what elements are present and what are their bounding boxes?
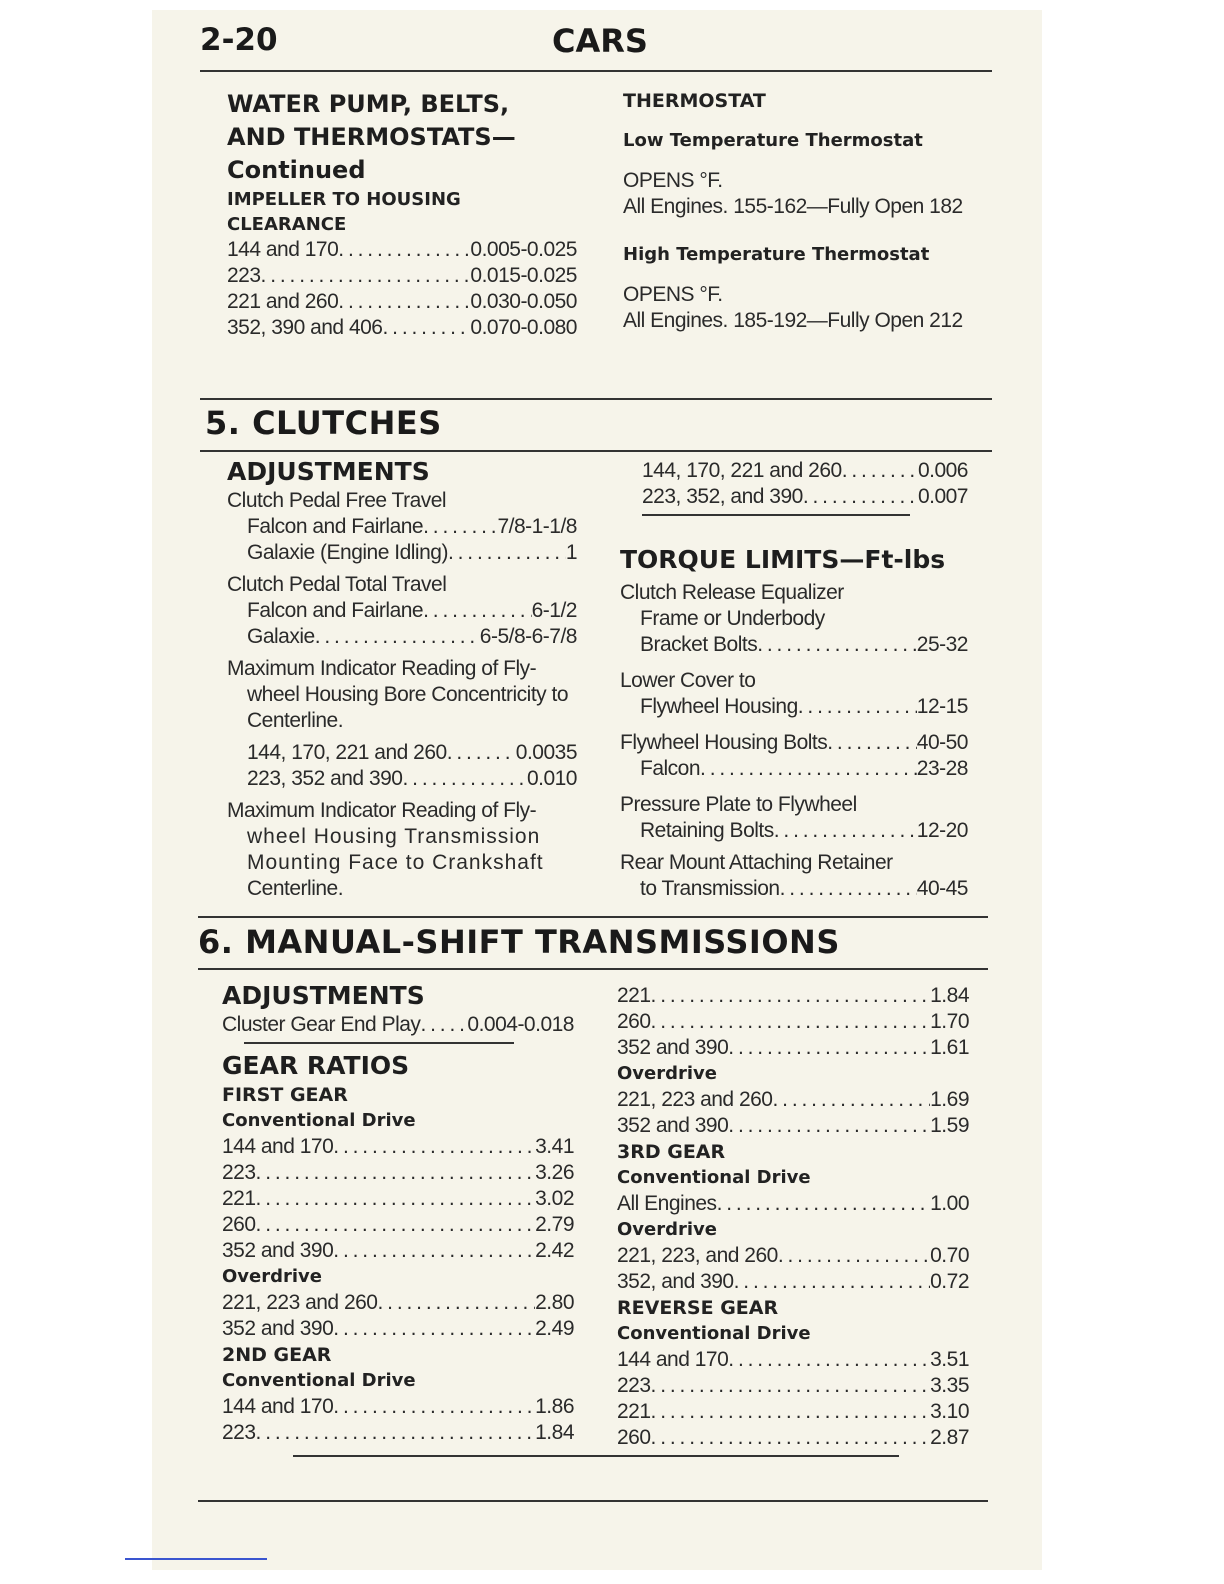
spec-row <box>222 1290 574 1316</box>
spec-label: 221 <box>617 1400 651 1423</box>
first-conventional-list <box>222 1134 574 1264</box>
max-reading-2-line3: Mounting Face to Crankshaft <box>247 851 544 874</box>
clutch-adjustments-heading: ADJUSTMENTS <box>227 457 430 486</box>
manual-adjustments-heading: ADJUSTMENTS <box>222 981 425 1010</box>
dot-leader <box>338 237 470 263</box>
water-heading-line1: WATER PUMP, BELTS, <box>227 90 510 118</box>
dot-leader <box>447 740 516 766</box>
spec-value: 6-5/8-6-7/8 <box>479 625 577 648</box>
spec-row <box>247 598 577 624</box>
spec-label: 352, and 390 <box>617 1270 734 1293</box>
manual-left-block <box>222 980 574 1446</box>
spec-label: 352 and 390 <box>222 1317 334 1340</box>
spec-label: 352 and 390 <box>222 1239 334 1262</box>
max-reading-2-line4: Centerline. <box>247 877 344 900</box>
spec-label: 223 <box>617 1374 651 1397</box>
spec-row <box>247 766 577 792</box>
dot-leader <box>717 1191 931 1217</box>
second-overdrive-list <box>617 1087 969 1139</box>
header-rule <box>200 70 992 72</box>
torque-limits-heading: TORQUE LIMITS—Ft-lbs <box>620 545 946 574</box>
spec-label: Falcon and Fairlane <box>247 515 424 538</box>
spec-row <box>247 740 577 766</box>
dot-leader <box>256 1420 536 1446</box>
spec-label: 223 <box>222 1421 256 1444</box>
dot-leader <box>261 263 471 289</box>
spec-value: 1 <box>565 541 577 564</box>
torque-2-row: Flywheel Housing . . . 12-15 <box>620 694 968 720</box>
torque-2-line1: Lower Cover to <box>620 669 756 692</box>
spec-label: 223, 352, and 390 <box>642 485 803 508</box>
spec-row <box>222 1134 574 1160</box>
spec-value: 0.70 <box>930 1244 969 1267</box>
dot-leader <box>651 1425 931 1451</box>
water-pump-block <box>227 88 577 341</box>
dot-leader <box>651 983 931 1009</box>
torque-4-line1: Pressure Plate to Flywheel <box>620 793 857 816</box>
dot-leader <box>315 624 480 650</box>
low-temp-opens: OPENS °F. <box>623 169 723 192</box>
section-heading-manual: 6. MANUAL-SHIFT TRANSMISSIONS <box>198 923 840 961</box>
spec-value: 0.005-0.025 <box>470 238 577 261</box>
spec-value: 1.59 <box>930 1114 969 1137</box>
spec-value: 3.26 <box>535 1161 574 1184</box>
spec-value: 3.41 <box>535 1135 574 1158</box>
section-rule-bottom-clutches <box>200 450 992 452</box>
spec-label: 221 <box>617 984 651 1007</box>
spec-value: 0.0035 <box>515 741 577 764</box>
dot-leader <box>842 458 918 484</box>
dot-leader <box>256 1160 536 1186</box>
spec-row <box>222 1186 574 1212</box>
third-overdrive-heading: Overdrive <box>617 1219 717 1240</box>
free-travel-list <box>227 514 577 566</box>
spec-value: 1.00 <box>930 1192 969 1215</box>
scan-edge-line <box>125 1558 267 1560</box>
dot-leader <box>773 1087 931 1113</box>
section-heading-clutches: 5. CLUTCHES <box>205 404 442 442</box>
high-temp-heading: High Temperature Thermostat <box>623 244 930 265</box>
page-number: 2-20 <box>200 22 278 58</box>
spec-row <box>227 289 577 315</box>
dot-leader <box>256 1186 536 1212</box>
spec-label: Galaxie <box>247 625 315 648</box>
spec-value: 1.70 <box>930 1010 969 1033</box>
max-reading-2-list <box>620 458 968 510</box>
dot-leader <box>378 1290 536 1316</box>
spec-label: 223, 352 and 390 <box>247 767 403 790</box>
dot-leader <box>448 540 566 566</box>
spec-label: 260 <box>222 1213 256 1236</box>
spec-row <box>617 1399 969 1425</box>
spec-label: 260 <box>617 1426 651 1449</box>
spec-value: 0.72 <box>930 1270 969 1293</box>
torque-3-row: Flywheel Housing Bolts . . . 40-50 <box>620 730 968 756</box>
spec-row <box>617 1113 969 1139</box>
torque-1-line2: Frame or Underbody <box>640 607 825 630</box>
torque-1-row: Bracket Bolts . . . 25-32 <box>620 632 968 658</box>
spec-label: 223 <box>227 264 261 287</box>
spec-label: All Engines <box>617 1192 717 1215</box>
spec-value: 1.84 <box>930 984 969 1007</box>
spec-label: 144 and 170 <box>222 1395 334 1418</box>
first-gear-heading: FIRST GEAR <box>222 1084 348 1106</box>
spec-value: 3.10 <box>930 1400 969 1423</box>
spec-row <box>617 1243 969 1269</box>
spec-label: 144 and 170 <box>222 1135 334 1158</box>
dot-leader <box>778 1243 930 1269</box>
spec-row <box>247 624 577 650</box>
dot-leader <box>728 1347 930 1373</box>
spec-row <box>642 458 968 484</box>
spec-label: 144 and 170 <box>227 238 339 261</box>
spec-row <box>222 1316 574 1342</box>
second-conventional-list-right <box>617 983 969 1061</box>
impeller-heading-line2: CLEARANCE <box>227 214 347 235</box>
section-rule-bottom-manual <box>198 968 988 970</box>
impeller-clearance-list <box>227 237 577 341</box>
max-reading-1-line3: Centerline. <box>247 709 344 732</box>
spec-value: 0.070-0.080 <box>470 316 577 339</box>
total-travel-label: Clutch Pedal Total Travel <box>227 573 447 596</box>
dot-leader <box>803 484 918 510</box>
spec-label: 144 and 170 <box>617 1348 729 1371</box>
reverse-gear-heading: REVERSE GEAR <box>617 1297 779 1319</box>
spec-value: 2.79 <box>535 1213 574 1236</box>
spec-row <box>222 1212 574 1238</box>
water-heading-line2: AND THERMOSTATS— <box>227 123 516 151</box>
section-rule-top-manual <box>198 916 988 918</box>
spec-row <box>222 1238 574 1264</box>
spec-row <box>227 263 577 289</box>
dot-leader <box>423 514 497 540</box>
second-conventional-heading: Conventional Drive <box>222 1370 416 1391</box>
section-rule-top-clutches <box>200 398 992 400</box>
spec-value: 0.030-0.050 <box>470 290 577 313</box>
spec-row <box>642 484 968 510</box>
spec-value: 2.80 <box>535 1291 574 1314</box>
clutch-right-block <box>620 458 968 902</box>
third-overdrive-list <box>617 1243 969 1295</box>
cluster-gear-row: Cluster Gear End Play . . . 0.004-0.018 <box>222 1012 574 1038</box>
spec-value: 1.61 <box>930 1036 969 1059</box>
impeller-heading-line1: IMPELLER TO HOUSING <box>227 189 461 210</box>
spec-row <box>227 315 577 341</box>
spec-label: 223 <box>222 1161 256 1184</box>
first-overdrive-list <box>222 1290 574 1342</box>
spec-row <box>617 983 969 1009</box>
dot-leader <box>651 1009 931 1035</box>
spec-label: 221, 223 and 260 <box>617 1088 773 1111</box>
torque-4-row: Retaining Bolts . . . 12-20 <box>620 818 968 844</box>
spec-label: 221 and 260 <box>227 290 339 313</box>
water-heading-line3: Continued <box>227 156 366 184</box>
spec-label: 221, 223 and 260 <box>222 1291 378 1314</box>
reverse-conventional-heading: Conventional Drive <box>617 1323 811 1344</box>
dot-leader <box>403 766 527 792</box>
spec-value: 0.007 <box>917 485 968 508</box>
free-travel-label: Clutch Pedal Free Travel <box>227 489 447 512</box>
spec-row <box>222 1420 574 1446</box>
dot-leader <box>728 1035 930 1061</box>
end-rule-short <box>293 1455 899 1457</box>
dot-leader <box>651 1399 931 1425</box>
total-travel-list <box>227 598 577 650</box>
dot-leader <box>333 1134 535 1160</box>
spec-label: 144, 170, 221 and 260 <box>642 459 842 482</box>
spec-value: 2.42 <box>535 1239 574 1262</box>
spec-value: 2.87 <box>930 1426 969 1449</box>
high-temp-all-engines: All Engines. 185-192—Fully Open 212 <box>623 309 963 332</box>
dot-leader <box>651 1373 931 1399</box>
max-reading-1-list <box>227 740 577 792</box>
third-conventional-list <box>617 1191 969 1217</box>
spec-value: 0.010 <box>526 767 577 790</box>
first-overdrive-heading: Overdrive <box>222 1266 322 1287</box>
spec-value: 3.51 <box>930 1348 969 1371</box>
spec-value: 2.49 <box>535 1317 574 1340</box>
dot-leader <box>333 1394 535 1420</box>
max-reading-2-line1: Maximum Indicator Reading of Fly- <box>227 799 537 822</box>
first-conventional-heading: Conventional Drive <box>222 1110 416 1131</box>
second-gear-heading: 2ND GEAR <box>222 1344 332 1366</box>
spec-value: 6-1/2 <box>531 599 577 622</box>
max-reading-2-line2: wheel Housing Transmission <box>247 825 541 848</box>
spec-row <box>247 540 577 566</box>
spec-label: Falcon and Fairlane <box>247 599 424 622</box>
spec-row <box>222 1394 574 1420</box>
second-conventional-list-left <box>222 1394 574 1446</box>
spec-label: Galaxie (Engine Idling) <box>247 541 448 564</box>
spec-value: 1.86 <box>535 1395 574 1418</box>
third-conventional-heading: Conventional Drive <box>617 1167 811 1188</box>
low-temp-heading: Low Temperature Thermostat <box>623 130 923 151</box>
dot-leader <box>383 315 471 341</box>
spec-row <box>617 1269 969 1295</box>
dot-leader <box>333 1238 535 1264</box>
torque-5-row: to Transmission . . . 40-45 <box>620 876 968 902</box>
spec-label: 352, 390 and 406 <box>227 316 383 339</box>
low-temp-all-engines: All Engines. 155-162—Fully Open 182 <box>623 195 963 218</box>
spec-value: 0.015-0.025 <box>470 264 577 287</box>
spec-row <box>617 1347 969 1373</box>
spec-label: 352 and 390 <box>617 1036 729 1059</box>
spec-value: 3.02 <box>535 1187 574 1210</box>
spec-label: 221 <box>222 1187 256 1210</box>
spec-row <box>617 1191 969 1217</box>
manual-right-block <box>617 983 969 1451</box>
spec-label: 260 <box>617 1010 651 1033</box>
spec-row <box>617 1425 969 1451</box>
spec-row <box>617 1087 969 1113</box>
spec-value: 3.35 <box>930 1374 969 1397</box>
spec-row <box>222 1160 574 1186</box>
dot-leader <box>734 1269 931 1295</box>
footer-rule <box>198 1500 988 1502</box>
torque-3b-row: Falcon . . . 23-28 <box>620 756 968 782</box>
spec-label: 221, 223, and 260 <box>617 1244 778 1267</box>
spec-value: 7/8-1-1/8 <box>497 515 577 538</box>
high-temp-opens: OPENS °F. <box>623 283 723 306</box>
max-reading-1-line2: wheel Housing Bore Concentricity to <box>247 683 569 706</box>
spec-value: 1.69 <box>930 1088 969 1111</box>
spec-row <box>617 1373 969 1399</box>
dot-leader <box>333 1316 535 1342</box>
spec-label: 352 and 390 <box>617 1114 729 1137</box>
dot-leader <box>728 1113 930 1139</box>
max-reading-1-line1: Maximum Indicator Reading of Fly- <box>227 657 537 680</box>
dot-leader <box>256 1212 536 1238</box>
clutch-adjustments-block <box>227 456 577 902</box>
thermostat-block <box>623 88 983 334</box>
third-gear-heading: 3RD GEAR <box>617 1141 726 1163</box>
page-title: CARS <box>552 22 648 60</box>
spec-row <box>617 1035 969 1061</box>
second-overdrive-heading: Overdrive <box>617 1063 717 1084</box>
reverse-conventional-list <box>617 1347 969 1451</box>
dot-leader <box>338 289 470 315</box>
spec-row <box>247 514 577 540</box>
gear-ratios-heading: GEAR RATIOS <box>222 1051 410 1080</box>
spec-row <box>617 1009 969 1035</box>
spec-value: 1.84 <box>535 1421 574 1444</box>
spec-label: 144, 170, 221 and 260 <box>247 741 447 764</box>
torque-5-line1: Rear Mount Attaching Retainer <box>620 851 893 874</box>
dot-leader <box>423 598 532 624</box>
thermostat-heading: THERMOSTAT <box>623 90 766 112</box>
spec-row <box>227 237 577 263</box>
torque-1-line1: Clutch Release Equalizer <box>620 581 844 604</box>
spec-value: 0.006 <box>917 459 968 482</box>
